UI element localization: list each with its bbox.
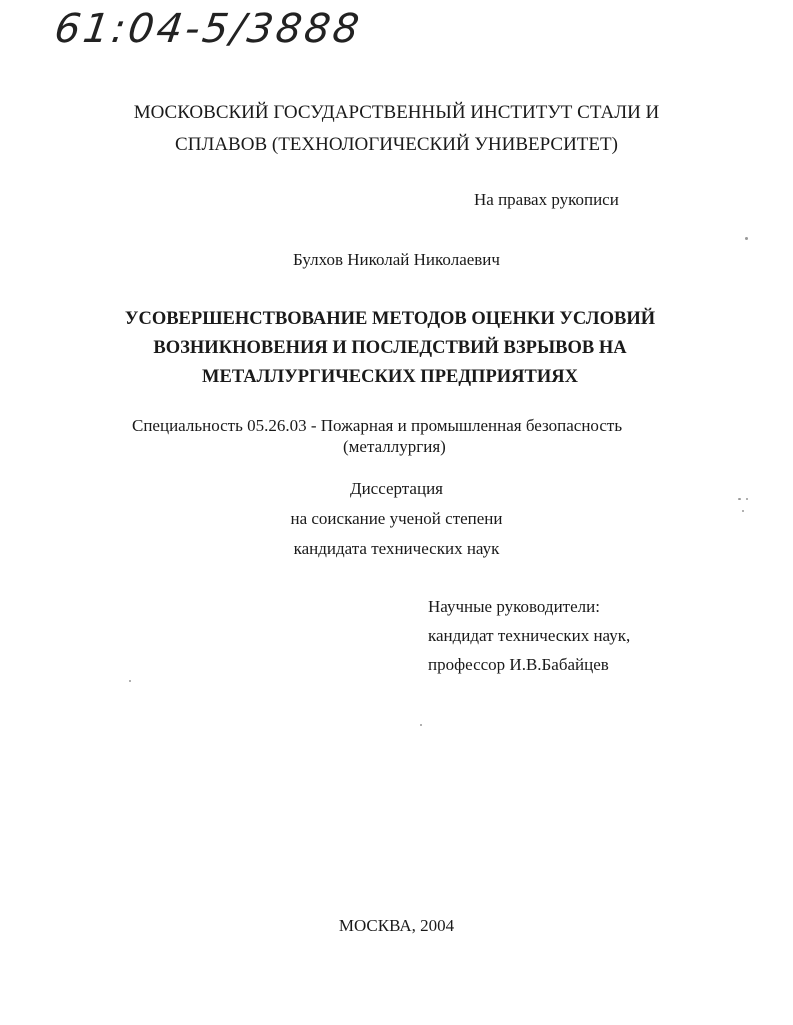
manuscript-rights-note: На правах рукописи: [474, 190, 619, 209]
thesis-title-line-1: УСОВЕРШЕНСТВОВАНИЕ МЕТОДОВ ОЦЕНКИ УСЛОВИЙ: [124, 309, 656, 329]
thesis-title-line-2: ВОЗНИКНОВЕНИЯ И ПОСЛЕДСТВИЙ ВЗРЫВОВ НА: [153, 338, 627, 358]
degree-line: на соискание ученой степени: [290, 509, 503, 528]
author-name: Булхов Николай Николаевич: [293, 250, 500, 269]
advisor-name: профессор И.В.Бабайцев: [428, 655, 609, 674]
institution-line-2: СПЛАВОВ (ТЕХНОЛОГИЧЕСКИЙ УНИВЕРСИТЕТ): [175, 134, 618, 155]
scan-speck: [746, 498, 748, 500]
scan-speck: [420, 724, 422, 726]
specialty-line: Специальность 05.26.03 - Пожарная и промышленная безопасность: [132, 416, 623, 435]
scan-speck: [129, 680, 131, 682]
scan-speck: [738, 498, 741, 500]
scan-speck: [745, 237, 748, 240]
thesis-title-line-3: МЕТАЛЛУРГИЧЕСКИХ ПРЕДПРИЯТИЯХ: [202, 367, 578, 387]
city-year: МОСКВА, 2004: [338, 916, 455, 935]
specialty-field: (металлургия): [343, 437, 446, 456]
scan-speck: [742, 510, 744, 512]
degree-field: кандидата технических наук: [293, 539, 500, 558]
advisor-degree: кандидат технических наук,: [428, 626, 631, 645]
advisors-heading: Научные руководители:: [428, 597, 600, 616]
dissertation-label: Диссертация: [349, 479, 443, 498]
institution-line-1: МОСКОВСКИЙ ГОСУДАРСТВЕННЫЙ ИНСТИТУТ СТАЛИ И: [133, 102, 660, 123]
archive-code: 61:04-5/3888: [51, 6, 365, 52]
advisors-block: [428, 592, 630, 679]
